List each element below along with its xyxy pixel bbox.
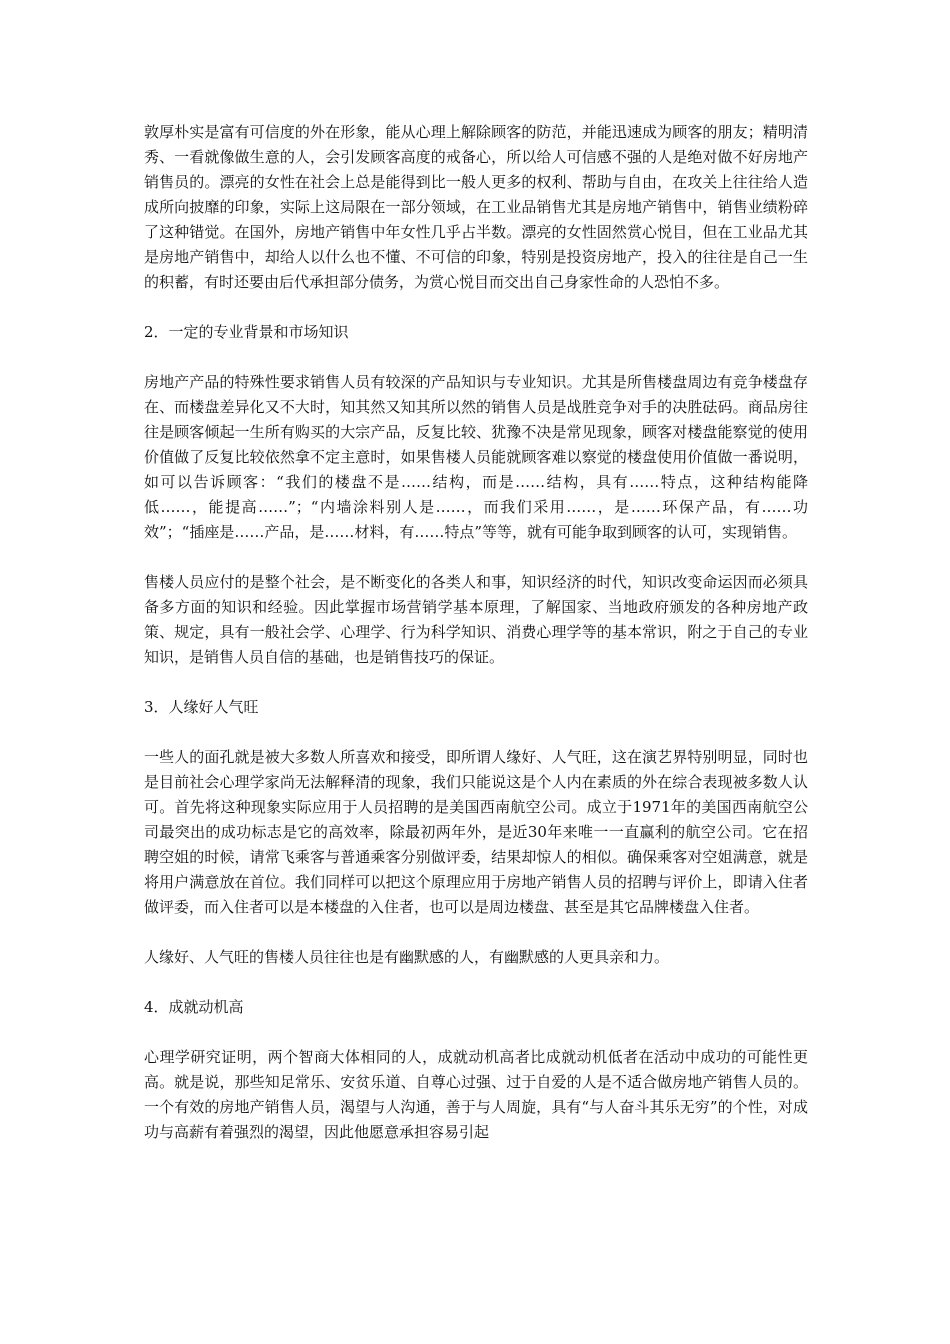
paragraph-gap [144, 1020, 808, 1045]
paragraph-gap [144, 670, 808, 695]
paragraph-achievement-motivation: 心理学研究证明，两个智商大体相同的人，成就动机高者比成就动机低者在活动中成功的可能性更高。就是说，那些知足常乐、安贫乐道、自尊心过强、过于自爱的人是不适合做房地产销售人员的。一个有效的房地产销售人员，渴望与人沟通，善于与人周旋，具有“与人奋斗其乐无穷”的个性，对成功与高薪有着强烈的渴望，因此他愿意承担容易引起 [144, 1048, 808, 1141]
paragraph-gap [144, 720, 808, 745]
paragraph-market-knowledge: 售楼人员应付的是整个社会，是不断变化的各类人和事，知识经济的时代，知识改变命运因而必须具备多方面的知识和经验。因此掌握市场营销学基本原理，了解国家、当地政府颁发的各种房地产政策、规定，具有一般社会学、心理学、行为科学知识、消费心理学等的基本常识，附之于自己的专业知识，是销售人员自信的基础，也是销售技巧的保证。 [144, 573, 808, 666]
paragraph-appearance: 敦厚朴实是富有可信度的外在形象，能从心理上解除顾客的防范，并能迅速成为顾客的朋友；精明清秀、一看就像做生意的人，会引发顾客高度的戒备心，所以给人可信感不强的人是绝对做不好房地产销售员的。漂亮的女性在社会上总是能得到比一般人更多的权利、帮助与自由，在攻关上往往给人造成所向披靡的印象，实际上这局限在一部分领域，在工业品销售尤其是房地产销售中，销售业绩粉碎了这种错觉。在国外，房地产销售中年女性几乎占半数。漂亮的女性固然赏心悦目，但在工业品尤其是房地产销售中，却给人以什么也不懂、不可信的印象，特别是投资房地产，投入的往往是自己一生的积蓄，有时还要由后代承担部分债务，为赏心悦目而交出自己身家性命的人恐怕不多。 [144, 123, 808, 291]
document-body [144, 120, 808, 1145]
section-heading-4: 4．成就动机高 [144, 998, 244, 1016]
paragraph-gap [144, 545, 808, 570]
paragraph-product-knowledge: 房地产产品的特殊性要求销售人员有较深的产品知识与专业知识。尤其是所售楼盘周边有竞争楼盘存在、而楼盘差异化又不大时，知其然又知其所以然的销售人员是战胜竞争对手的决胜砝码。商品房往往是顾客倾起一生所有购买的大宗产品，反复比较、犹豫不决是常见现象，顾客对楼盘能察觉的使用价值做了反复比较依然拿不定主意时，如果售楼人员能就顾客难以察觉的楼盘使用价值做一番说明，如可以告诉顾客：“我们的楼盘不是……结构，而是……结构，具有……特点，这种结构能降低……，能提高……”；“内墙涂料别人是……，而我们采用……，是……环保产品，有……功效”；“插座是……产品，是……材料，有……特点”等等，就有可能争取到顾客的认可，实现销售。 [144, 373, 808, 541]
paragraph-humor: 人缘好、人气旺的售楼人员往往也是有幽默感的人，有幽默感的人更具亲和力。 [144, 948, 670, 966]
section-heading-3: 3．人缘好人气旺 [144, 698, 259, 716]
paragraph-gap [144, 970, 808, 995]
section-heading-2: 2．一定的专业背景和市场知识 [144, 323, 349, 341]
paragraph-popularity: 一些人的面孔就是被大多数人所喜欢和接受，即所谓人缘好、人气旺，这在演艺界特别明显，同时也是目前社会心理学家尚无法解释清的现象，我们只能说这是个人内在素质的外在综合表现被多数人认可。首先将这种现象实际应用于人员招聘的是美国西南航空公司。成立于1971年的美国西南航空公司最突出的成功标志是它的高效率，除最初两年外，是近30年来唯一一直赢利的航空公司。它在招聘空姐的时候，请常飞乘客与普通乘客分别做评委，结果却惊人的相似。确保乘客对空姐满意，就是将用户满意放在首位。我们同样可以把这个原理应用于房地产销售人员的招聘与评价上，即请入住者做评委，而入住者可以是本楼盘的入住者，也可以是周边楼盘、甚至是其它品牌楼盘入住者。 [144, 748, 808, 916]
paragraph-gap [144, 920, 808, 945]
paragraph-gap [144, 295, 808, 320]
paragraph-gap [144, 345, 808, 370]
